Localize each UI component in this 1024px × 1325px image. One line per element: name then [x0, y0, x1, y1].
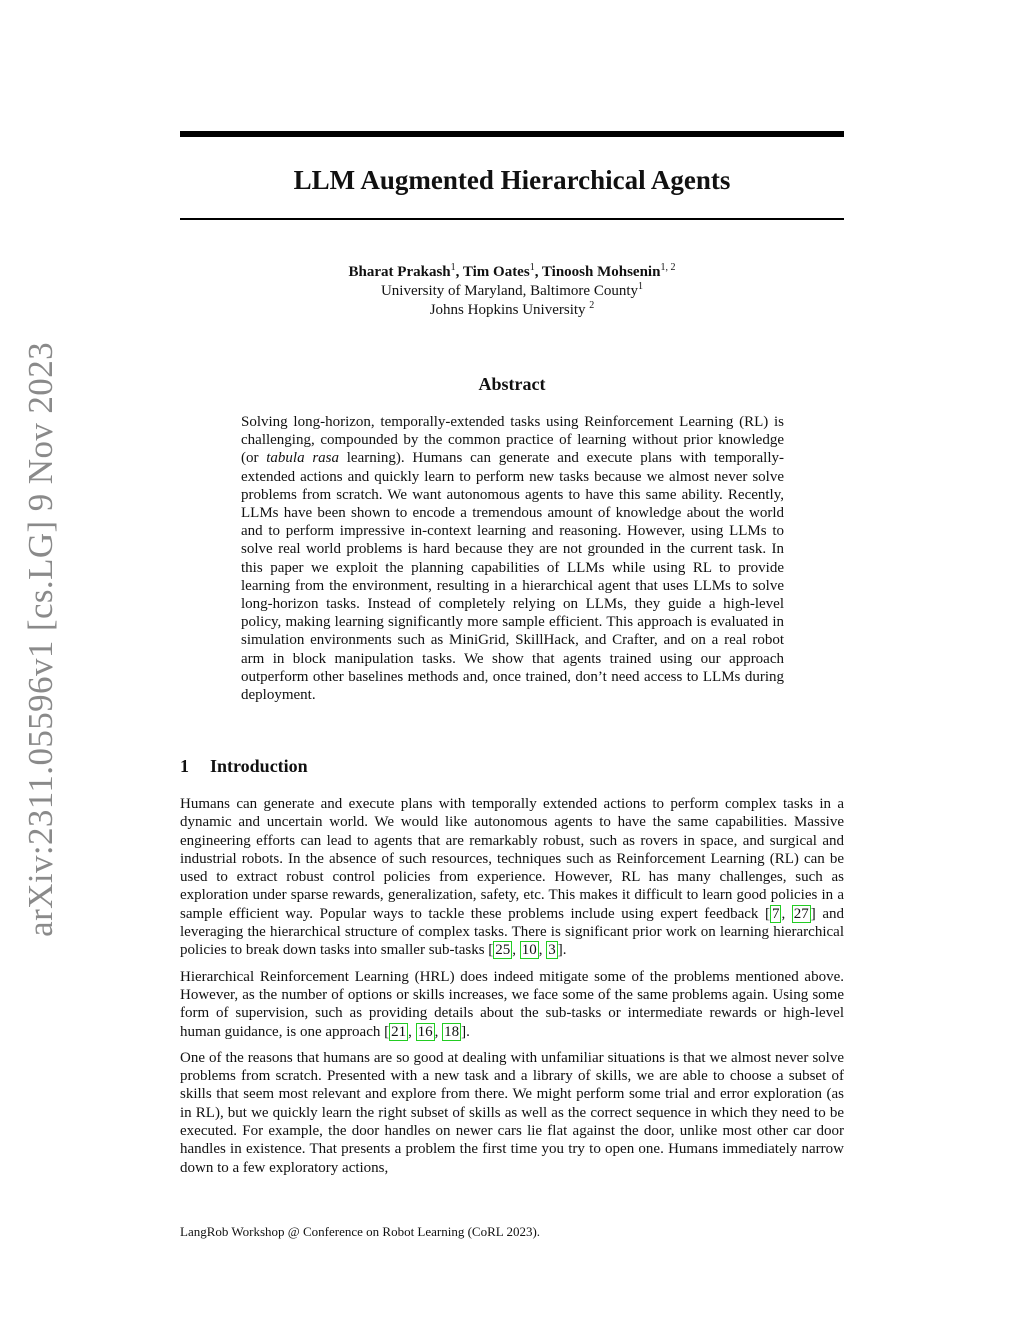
citation-link[interactable]: 16: [417, 1023, 433, 1040]
abstract-text: [241, 413, 784, 704]
section-heading: [180, 754, 844, 778]
paragraph-text: ].: [557, 942, 567, 959]
citation-link[interactable]: 27: [793, 905, 809, 922]
author-name: Bharat Prakash: [348, 264, 451, 280]
citation-separator: ,: [538, 942, 547, 959]
affiliation: [180, 301, 844, 320]
arxiv-identifier: [18, 341, 64, 937]
abstract-heading: Abstract: [478, 374, 546, 394]
affiliation-name: Johns Hopkins University: [429, 302, 590, 318]
paragraph-text: Hierarchical Reinforcement Learning (HRL) does indeed mitigate some of the problems mentioned above. However, as the number of options or skills increases, we face some of the same problems again. Using some form of supervision, such as providing details about the sub-tasks or intermediate rewards or high-level human guidance, is one approach [: [180, 968, 844, 1040]
citation-link[interactable]: 25: [495, 942, 511, 959]
arxiv-identifier-text: arXiv:2311.05596v1 [cs.LG] 9 Nov 2023: [21, 341, 60, 937]
paragraph: [180, 795, 844, 960]
footer-venue-note: LangRob Workshop @ Conference on Robot Learning (CoRL 2023).: [180, 1224, 541, 1239]
section-body: [180, 795, 844, 1185]
abstract-text-part: Solving long-horizon, temporally-extended tasks using Reinforcement Learning (RL) is challenging, compounded by the common practice of learning without prior knowledge (or: [241, 414, 784, 467]
author-name: Tinoosh Mohsenin: [541, 264, 661, 280]
citation-link[interactable]: 21: [391, 1023, 407, 1040]
title-rule-bottom: [180, 218, 844, 220]
citation-link[interactable]: 10: [521, 942, 537, 959]
citation-separator: ,: [781, 905, 792, 922]
author-names: Bharat Prakash$^1$, Tim Oates$^1$, Tinoosh Mohsenin$^{1, 2}$: [348, 262, 676, 280]
citation-separator: ,: [434, 1023, 443, 1040]
paragraph: One of the reasons that humans are so good at dealing with unfamiliar situations is that we almost never solve problems from scratch. Presented with a new task and a library of skills, we are able to choose a subset of skills that seem most relevant and explore from there. We might perform some trial and error exploration (as in RL), but we quickly learn the right subset of skills as well as the correct sequence in which they need to be executed. For example, the door handles on newer cars lie flat against the door, unlike most other car door handles in existence. That presents a problem the first time you try to open one. Humans immediately narrow down to a few exploratory actions,: [180, 1049, 844, 1176]
author-affiliation-marker: 1: [450, 262, 456, 273]
affiliation-name: University of Maryland, Baltimore County: [380, 283, 639, 299]
paragraph: [180, 968, 844, 1041]
section-title: Introduction: [210, 756, 308, 776]
affiliation-marker: 1: [638, 281, 644, 292]
paragraph-text: ] and leveraging the hierarchical structure of complex tasks. There is significant prior work on learning hierarchical policies to break down tasks into smaller sub-tasks [: [180, 905, 845, 959]
affiliation-marker: 2: [589, 300, 595, 311]
affiliation: [180, 282, 844, 301]
citation-separator: ,: [408, 1023, 416, 1040]
citation-link[interactable]: 3: [548, 942, 556, 959]
paper-title: LLM Augmented Hierarchical Agents: [293, 165, 731, 195]
paragraph-text: Humans can generate and execute plans with temporally extended actions to perform complex tasks in a dynamic and uncertain world. We would like autonomous agents to have the same capabilities. Massive engineering efforts can lead to agents that are remarkably robust, such as rovers in space, and surgical and industrial robots. In the absence of such resources, techniques such as Reinforcement Learning (RL) can be used to extract robust control policies from experience. However, RL has many challenges, such as exploration under sparse rewards, generalization, safety, etc. This makes it difficult to learn good policies in a sample efficient way. Popular ways to tackle these problems include using expert feedback [: [180, 796, 844, 922]
paragraph-text: ].: [461, 1023, 470, 1040]
citation-separator: ,: [512, 942, 520, 959]
citation-link[interactable]: 7: [771, 905, 780, 922]
section-number: 1: [180, 756, 189, 776]
citation-link[interactable]: 18: [444, 1023, 460, 1040]
author-block: [180, 263, 844, 320]
author-affiliation-marker: 1, 2: [660, 262, 676, 273]
abstract-italic-term: tabula rasa: [266, 450, 340, 467]
author-name: Tim Oates: [462, 264, 530, 280]
abstract-text-part: learning). Humans can generate and execute plans with temporally-extended actions and quickly learn to perform new tasks because we almost never solve problems from scratch. We want autonomous agents to have this same ability. Recently, LLMs have been shown to encode a tremendous amount of knowledge about the world and to perform impressive in-context learning and reasoning. However, using LLMs to solve real world problems is hard because they are not grounded in the current task. In this paper we exploit the planning capabilities of LLMs while using RL to provide learning from the environment, resulting in a hierarchical agent that uses LLMs to solve long-horizon tasks. Instead of completely relying on LLMs, they guide a high-level policy, making learning significantly more sample efficient. This approach is evaluated in simulation environments such as MiniGrid, SkillHack, and Crafter, and on a real robot arm in block manipulation tasks. We show that agents trained using our approach outperform other baselines methods and, once trained, don’t need access to LLMs during deployment.: [241, 450, 784, 704]
title-rule-top: [180, 131, 844, 137]
author-affiliation-marker: 1: [529, 262, 535, 273]
